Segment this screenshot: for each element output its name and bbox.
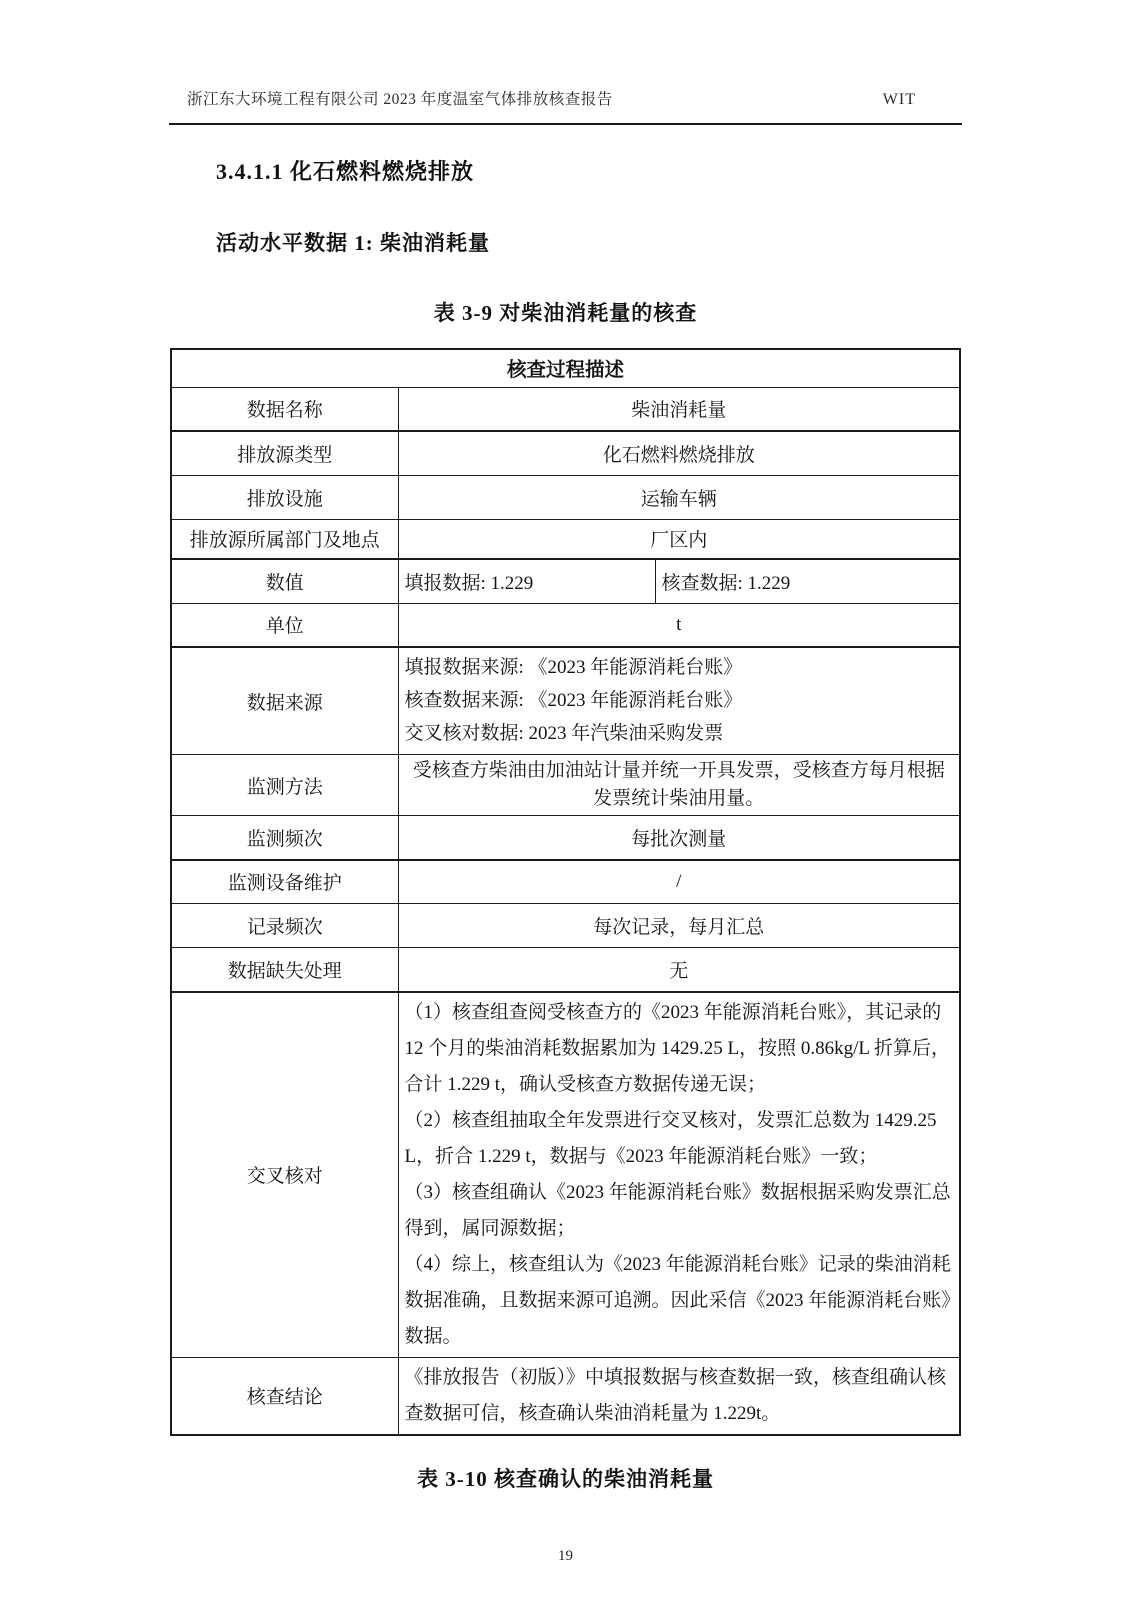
cross-check-item: （2）核查组抽取全年发票进行交叉核对，发票汇总数为 1429.25 L，折合 1.229 t，数据与《2023 年能源消耗台账》一致； bbox=[404, 1109, 937, 1167]
row-label: 数据名称 bbox=[171, 387, 398, 431]
row-label: 交叉核对 bbox=[171, 992, 398, 1358]
row-value: / bbox=[398, 860, 960, 904]
cross-check-items bbox=[398, 992, 960, 1358]
row-value: 柴油消耗量 bbox=[398, 387, 960, 431]
row-label: 数据来源 bbox=[171, 647, 398, 755]
table-row bbox=[171, 860, 960, 904]
table-row bbox=[171, 387, 960, 431]
section-heading: 3.4.1.1 化石燃料燃烧排放 bbox=[216, 159, 475, 184]
table-row bbox=[171, 519, 960, 559]
table-title: 核查过程描述 bbox=[171, 349, 960, 387]
row-label: 监测频次 bbox=[171, 816, 398, 860]
row-label: 单位 bbox=[171, 603, 398, 647]
row-value: 无 bbox=[398, 948, 960, 992]
row-label: 排放源类型 bbox=[171, 431, 398, 475]
table-row bbox=[171, 948, 960, 992]
cross-check-item: （3）核查组确认《2023 年能源消耗台账》数据根据采购发票汇总得到，属同源数据； bbox=[404, 1181, 951, 1239]
table-3-10-caption: 表 3-10 核查确认的柴油消耗量 bbox=[417, 1466, 714, 1491]
table-3-9-caption: 表 3-9 对柴油消耗量的核查 bbox=[433, 301, 698, 325]
cross-check-item: （4）综上，核查组认为《2023 年能源消耗台账》记录的柴油消耗数据准确，且数据来源可追溯。因此采信《2023 年能源消耗台账》数据。 bbox=[404, 1253, 951, 1347]
table-row bbox=[171, 603, 960, 647]
table-row bbox=[171, 431, 960, 475]
data-source-line: 填报数据来源: 《2023 年能源消耗台账》 bbox=[404, 657, 743, 678]
table-row bbox=[171, 816, 960, 860]
verification-table bbox=[170, 348, 961, 1436]
row-label: 监测设备维护 bbox=[171, 860, 398, 904]
cross-check-row bbox=[171, 992, 960, 1358]
conclusion-cell bbox=[398, 1357, 960, 1435]
conclusion-text: 《排放报告（初版）》中填报数据与核查数据一致，核查组确认核查数据可信，核查确认柴油消耗量为 1.229t。 bbox=[404, 1366, 947, 1424]
row-label: 监测方法 bbox=[171, 755, 398, 816]
numeric-value-row bbox=[171, 559, 960, 603]
data-source-lines bbox=[398, 647, 960, 755]
row-label: 核查结论 bbox=[171, 1357, 398, 1435]
cross-check-item: （1）核查组查阅受核查方的《2023 年能源消耗台账》，其记录的 12 个月的柴油消耗数据累加为 1429.25 L，按照 0.86kg/L 折算后，合计 1.229 t，确认受核查方数据传递无误； bbox=[404, 1001, 951, 1095]
row-label: 数值 bbox=[171, 559, 398, 603]
data-source-row bbox=[171, 647, 960, 755]
verified-value: 核查数据: 1.229 bbox=[655, 559, 960, 603]
table-title-row bbox=[171, 349, 960, 387]
activity-heading: 活动水平数据 1: 柴油消耗量 bbox=[216, 231, 490, 255]
header-title: 浙江东大环境工程有限公司 2023 年度温室气体排放核查报告 bbox=[187, 91, 613, 108]
row-value: 每次记录，每月汇总 bbox=[398, 904, 960, 948]
row-label: 排放源所属部门及地点 bbox=[171, 519, 398, 559]
row-label: 记录频次 bbox=[171, 904, 398, 948]
row-value: 每批次测量 bbox=[398, 816, 960, 860]
row-value: 运输车辆 bbox=[398, 475, 960, 519]
table-row bbox=[171, 475, 960, 519]
row-label: 数据缺失处理 bbox=[171, 948, 398, 992]
table-row bbox=[171, 755, 960, 816]
reported-value: 填报数据: 1.229 bbox=[398, 559, 655, 603]
table-row bbox=[171, 904, 960, 948]
wit-logo: WIT bbox=[882, 91, 916, 108]
row-value: 厂区内 bbox=[398, 519, 960, 559]
row-value: t bbox=[398, 603, 960, 647]
conclusion-row bbox=[171, 1357, 960, 1435]
running-header bbox=[169, 87, 962, 125]
data-source-line: 交叉核对数据: 2023 年汽柴油采购发票 bbox=[404, 723, 724, 744]
data-source-line: 核查数据来源: 《2023 年能源消耗台账》 bbox=[404, 690, 743, 711]
page-number: 19 bbox=[558, 1547, 573, 1564]
row-value: 化石燃料燃烧排放 bbox=[398, 431, 960, 475]
row-label: 排放设施 bbox=[171, 475, 398, 519]
row-value: 受核查方柴油由加油站计量并统一开具发票，受核查方每月根据发票统计柴油用量。 bbox=[398, 755, 960, 816]
